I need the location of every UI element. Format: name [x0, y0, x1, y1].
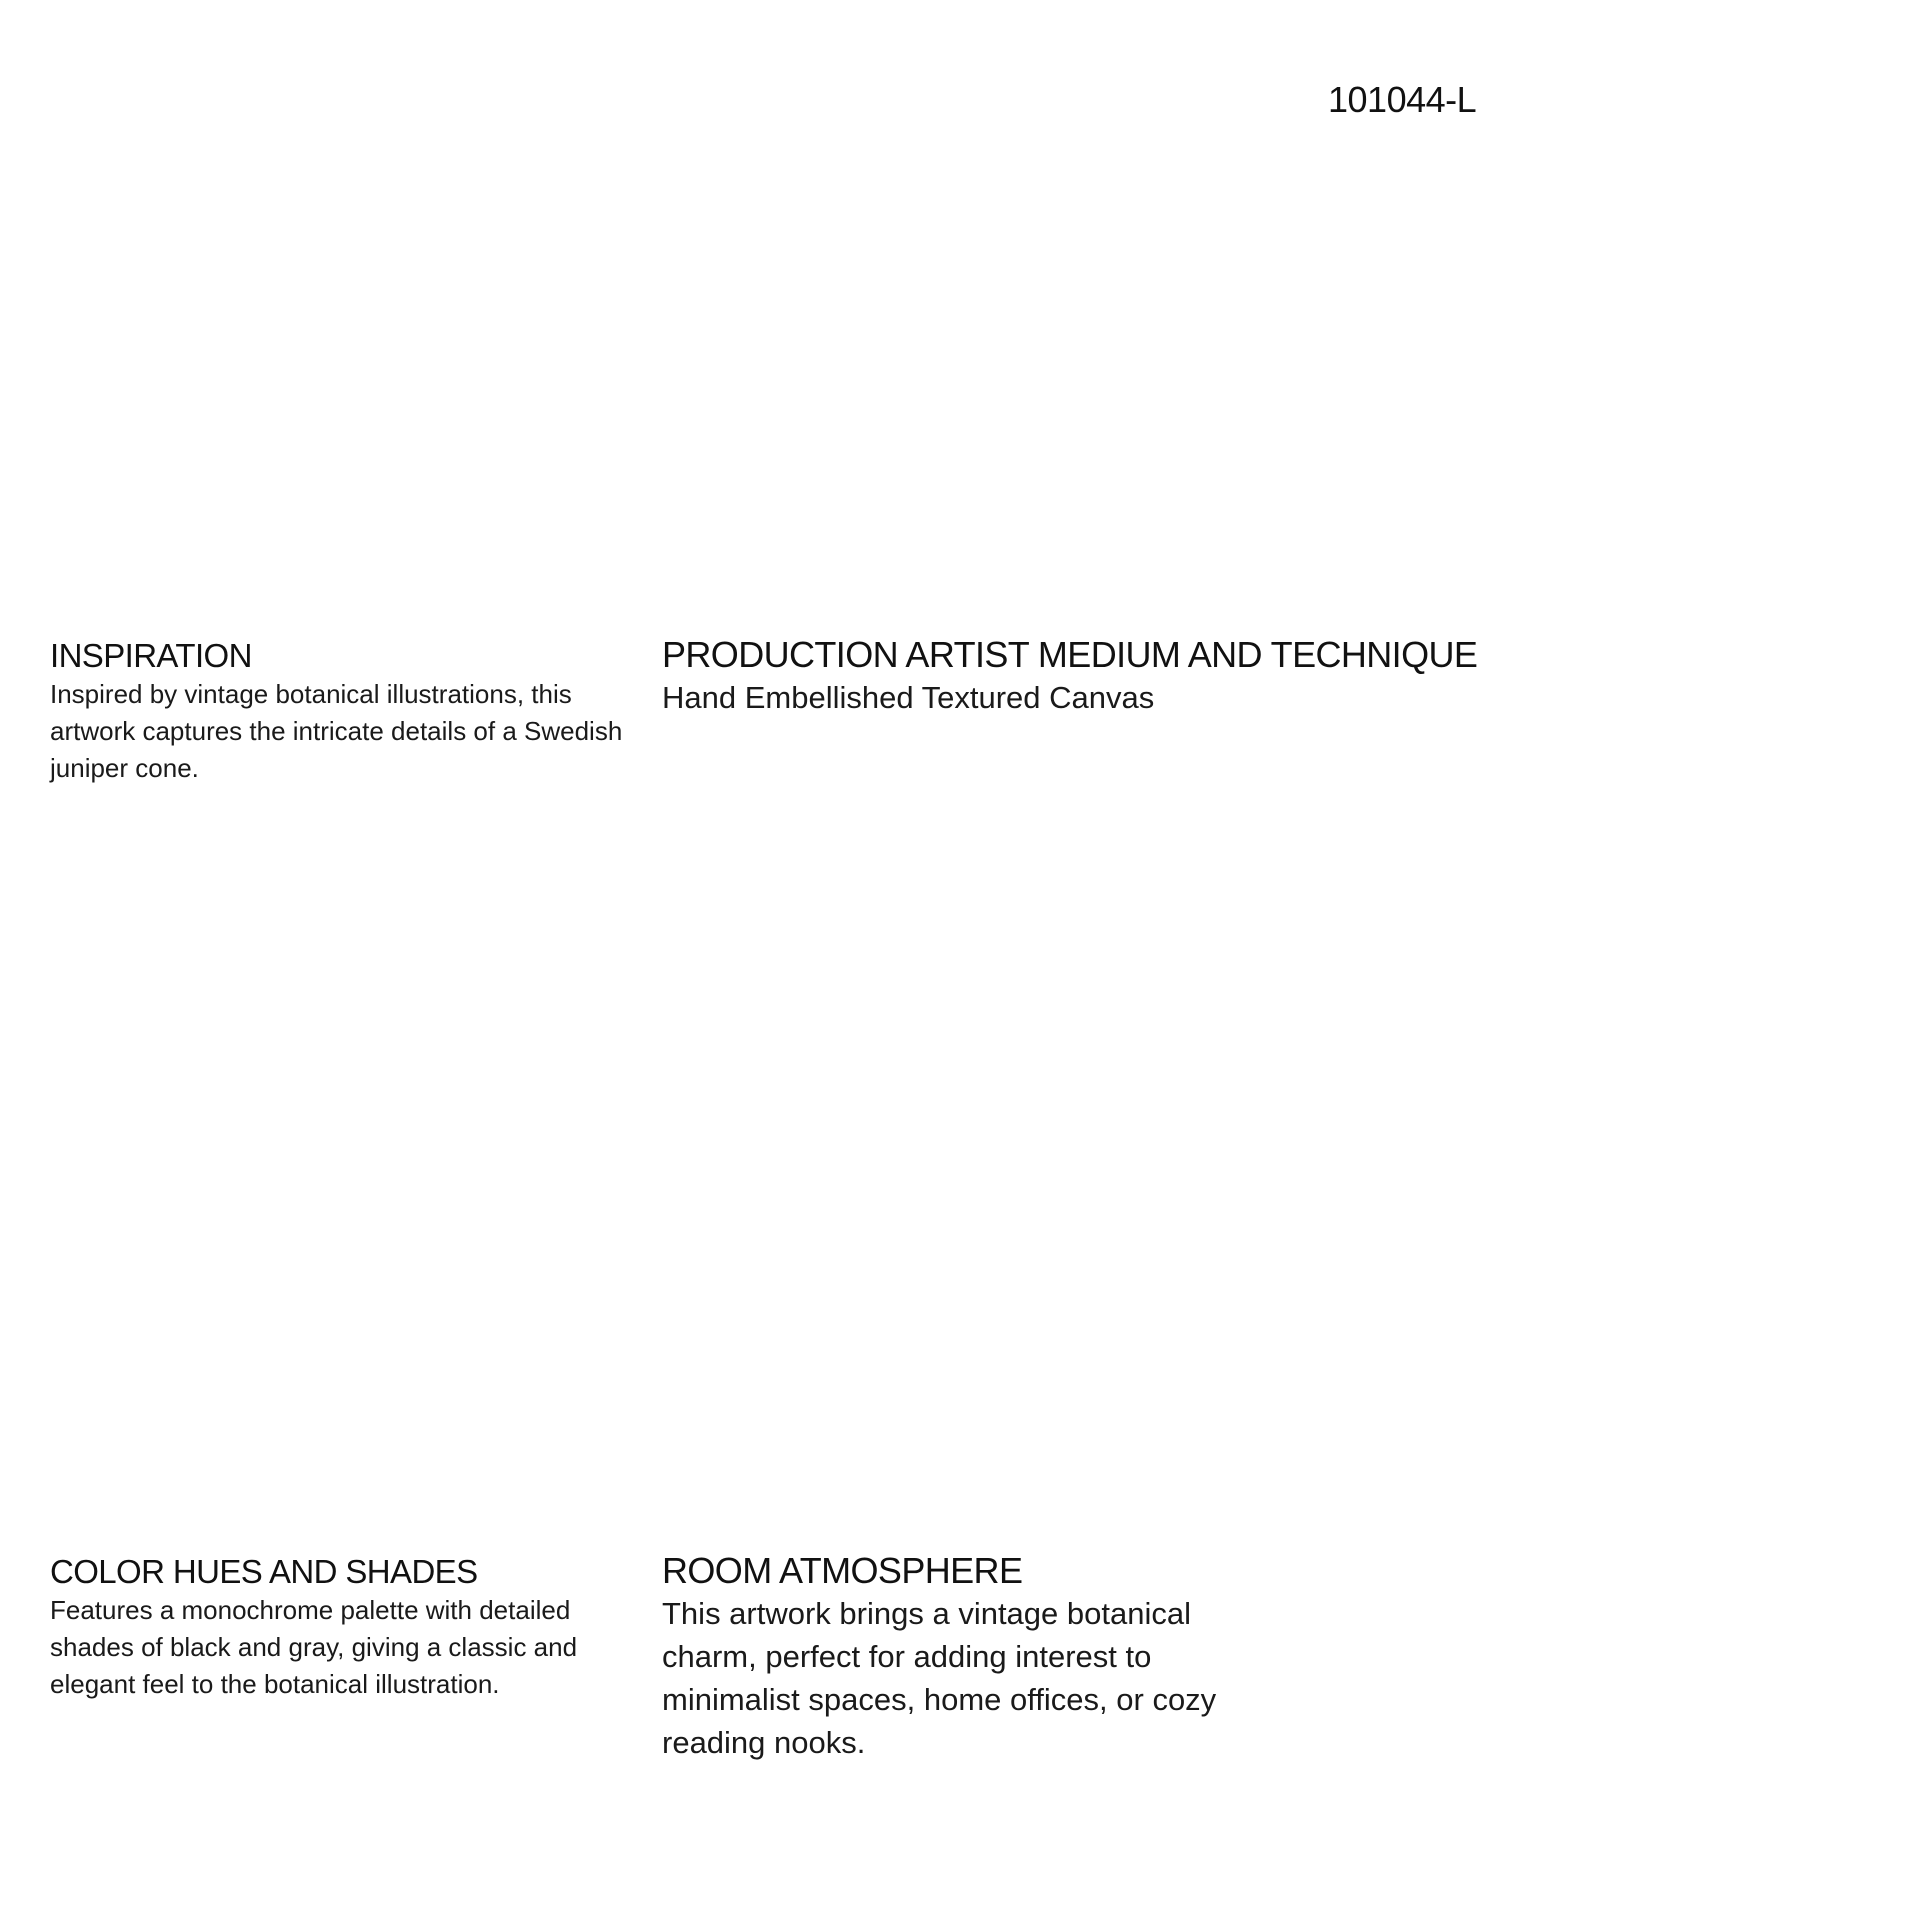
room-atmosphere-section — [662, 1550, 1262, 1764]
production-section — [662, 634, 1522, 719]
production-text: Hand Embellished Textured Canvas — [662, 680, 1155, 715]
inspiration-text: Inspired by vintage botanical illustrations, this artwork captures the intricate details of a Swedish juniper cone. — [50, 679, 623, 783]
room-atmosphere-text: This artwork brings a vintage botanical charm, perfect for adding interest to minimalist spaces, home offices, or cozy reading nooks. — [662, 1596, 1217, 1760]
color-text: Features a monochrome palette with detailed shades of black and gray, giving a classic and elegant feel to the botanical illustration. — [50, 1595, 578, 1699]
room-atmosphere-heading: ROOM ATMOSPHERE — [662, 1550, 1023, 1591]
production-heading: PRODUCTION ARTIST MEDIUM AND TECHNIQUE — [662, 634, 1478, 675]
inspiration-heading: INSPIRATION — [50, 637, 252, 674]
color-heading: COLOR HUES AND SHADES — [50, 1553, 478, 1590]
product-sku: 101044-L — [1328, 79, 1477, 120]
inspiration-section — [50, 636, 630, 787]
color-section — [50, 1552, 630, 1703]
